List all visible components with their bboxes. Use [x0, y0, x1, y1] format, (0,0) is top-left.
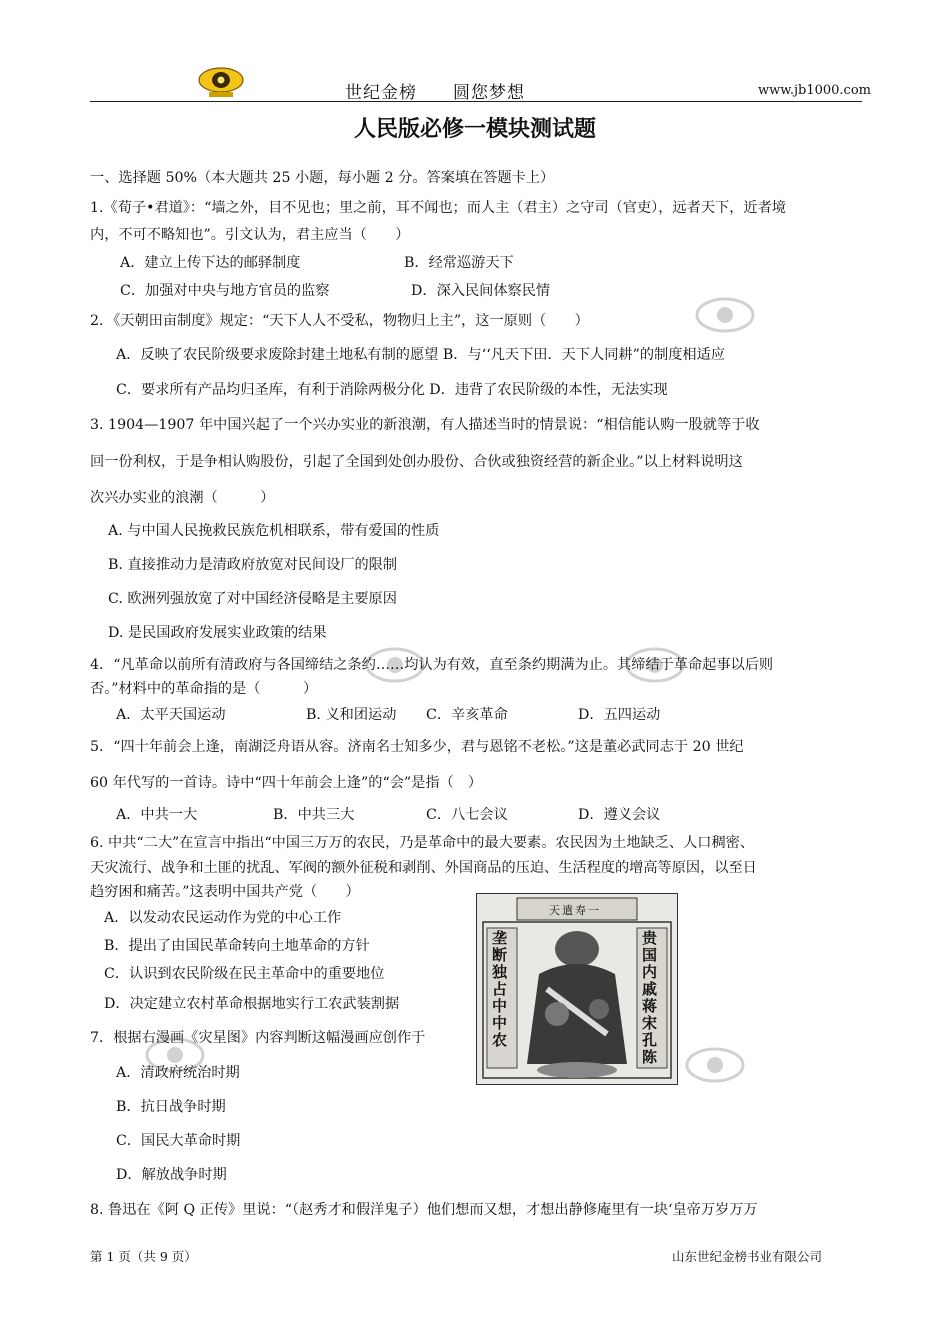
q1-option-b: B．经常巡游天下 [404, 255, 514, 271]
q6-option-c: C．认识到农民阶级在民主革命中的重要地位 [104, 966, 385, 982]
q3-option-c: C. 欧洲列强放宽了对中国经济侵略是主要原因 [108, 591, 397, 607]
q4-stem-line2: 否。”材料中的革命指的是（ ） [90, 681, 318, 697]
q6-stem-line2: 天灾流行、战争和土匪的扰乱、军阀的额外征税和剥削、外国商品的压迫、生活程度的增高等原因，以至日 [90, 860, 757, 876]
cartoon-left-column: 垄断独占中中农 [492, 929, 508, 1049]
section-heading: 一、选择题 50%（本大题共 25 小题，每小题 2 分。答案填在答题卡上） [90, 170, 555, 186]
q7-option-a: A．清政府统治时期 [116, 1065, 240, 1081]
cartoon-top-banner: 天遣寿一 [549, 904, 601, 917]
q6-stem-line1: 6. 中共“二大”在宣言中指出“中国三万万的农民，乃是革命中的最大要素。农民因为土地缺乏、人口稠密、 [90, 835, 755, 851]
q7-option-b: B．抗日战争时期 [116, 1099, 226, 1115]
q1-option-c: C．加强对中央与地方官员的监察 [120, 283, 330, 299]
q4-option-b: B. 义和团运动 [306, 707, 397, 723]
q3-option-a: A. 与中国人民挽救民族危机相联系，带有爱国的性质 [108, 523, 440, 539]
q1-stem-line2: 内，不可不略知也”。引文认为，君主应当（ ） [90, 227, 410, 243]
cartoon-right-column: 贵国内戚蒋宋孔陈 [642, 929, 658, 1066]
q4-option-c: C．辛亥革命 [426, 707, 508, 723]
watermark-logo-icon [680, 1040, 750, 1090]
document-title: 人民版必修一模块测试题 [353, 117, 596, 142]
watermark-logo-icon [690, 290, 760, 340]
q6-option-d: D．决定建立农村革命根据地实行工农武装割据 [104, 996, 400, 1012]
q6-stem-line3: 趋穷困和痛苦。”这表明中国共产党（ ） [90, 884, 360, 900]
q7-option-d: D．解放战争时期 [116, 1167, 227, 1183]
q3-stem-line3: 次兴办实业的浪潮（ ） [90, 490, 275, 506]
header-url: www.jb1000.com [758, 83, 871, 98]
q2-options-cd: C．要求所有产品均归圣库，有利于消除两极分化 D．违背了农民阶级的本性，无法实现 [116, 382, 668, 398]
q7-stem: 7．根据右漫画《灾星图》内容判断这幅漫画应创作于 [90, 1030, 426, 1046]
q5-option-b: B．中共三大 [273, 807, 355, 823]
q3-stem-line2: 回一份利权，于是争相认购股份，引起了全国到处创办股份、合伙或独资经营的新企业。”以上材料说明这 [90, 454, 743, 470]
q2-options-ab: A．反映了农民阶级要求废除封建土地私有制的愿望 B．与‘‘凡天下田．天下人同耕”的制度相适应 [116, 347, 725, 363]
q6-option-a: A．以发动农民运动作为党的中心工作 [104, 910, 342, 926]
q5-option-d: D．遵义会议 [578, 807, 661, 823]
header-brand: 世纪金榜 圆您梦想 [345, 83, 525, 103]
q1-option-a: A．建立上传下达的邮驿制度 [120, 255, 301, 271]
q4-stem-line1: 4．“凡革命以前所有清政府与各国缔结之条约……均认为有效，直至条约期满为止。其缔结于革命起事以后则 [90, 657, 774, 673]
q2-stem: 2．《天朝田亩制度》规定：“天下人人不受私，物物归上主”，这一原则（ ） [90, 313, 589, 329]
q7-option-c: C．国民大革命时期 [116, 1133, 241, 1149]
q5-stem-line2: 60 年代写的一首诗。诗中“四十年前会上逢”的“会”是指（ ） [90, 775, 483, 791]
publisher-logo-icon [195, 65, 247, 99]
q4-option-a: A．太平天国运动 [116, 707, 226, 723]
header-divider [90, 101, 862, 102]
q5-option-c: C．八七会议 [426, 807, 508, 823]
q3-stem-line1: 3. 1904—1907 年中国兴起了一个兴办实业的新浪潮，有人描述当时的情景说：“相信能认购一股就等于收 [90, 417, 760, 433]
q4-option-d: D．五四运动 [578, 707, 661, 723]
q3-option-d: D. 是民国政府发展实业政策的结果 [108, 625, 327, 641]
q5-option-a: A．中共一大 [116, 807, 198, 823]
footer-company: 山东世纪金榜书业有限公司 [672, 1249, 823, 1264]
footer-page-number: 第 1 页（共 9 页） [90, 1249, 197, 1264]
cartoon-image [476, 893, 678, 1085]
q8-stem: 8. 鲁迅在《阿 Q 正传》里说：“（赵秀才和假洋鬼子）他们想而又想，才想出静修庵里有一块‘皇帝万岁万万 [90, 1202, 758, 1218]
q6-option-b: B．提出了由国民革命转向土地革命的方针 [104, 938, 370, 954]
q1-option-d: D．深入民间体察民情 [411, 283, 551, 299]
q5-stem-line1: 5．“四十年前会上逢，南湖泛舟语从容。济南名士知多少，君与恩铭不老松。”这是董必武同志于 20 世纪 [90, 739, 744, 755]
q1-stem-line1: 1.《荀子•君道》：“墙之外，目不见也；里之前，耳不闻也；而人主（君主）之守司（官吏），远者天下，近者境 [90, 200, 786, 216]
q3-option-b: B. 直接推动力是清政府放宽对民间设厂的限制 [108, 557, 398, 573]
